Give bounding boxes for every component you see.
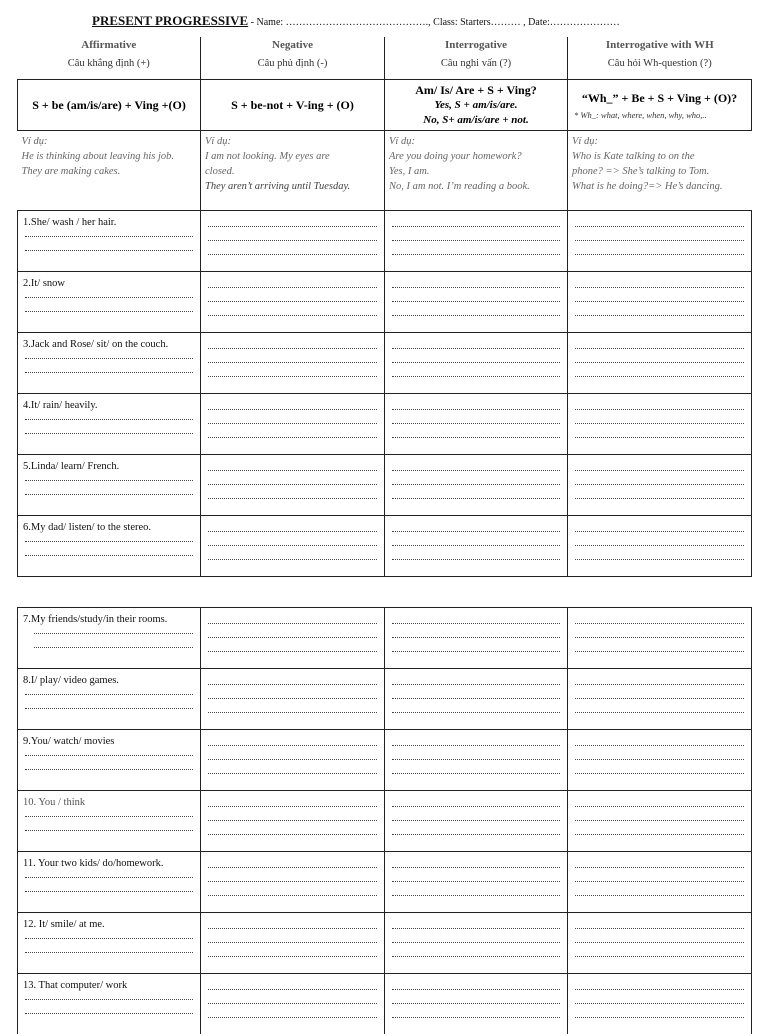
formula-interrogative: Am/ Is/ Are + S + Ving? Yes, S + am/is/are. No, S+ am/is/are + not. xyxy=(385,80,568,131)
answer-line[interactable] xyxy=(208,928,377,929)
answer-cell xyxy=(568,516,752,577)
answer-cell xyxy=(568,913,752,974)
answer-line[interactable] xyxy=(25,708,193,709)
answer-line[interactable] xyxy=(208,989,377,990)
answer-line[interactable] xyxy=(575,895,744,896)
answer-line[interactable] xyxy=(392,834,560,835)
answer-line[interactable] xyxy=(392,470,560,471)
answer-line[interactable] xyxy=(208,773,377,774)
answer-line[interactable] xyxy=(208,531,377,532)
answer-line[interactable] xyxy=(392,437,560,438)
answer-line[interactable] xyxy=(208,820,377,821)
answer-line[interactable] xyxy=(208,301,377,302)
answer-line[interactable] xyxy=(392,409,560,410)
answer-line[interactable] xyxy=(208,409,377,410)
answer-cell xyxy=(385,974,568,1034)
answer-line[interactable] xyxy=(208,956,377,957)
answer-line[interactable] xyxy=(575,437,744,438)
answer-line[interactable] xyxy=(575,1003,744,1004)
answer-line[interactable] xyxy=(25,877,193,878)
exercise-row xyxy=(18,913,752,974)
examples-interrogative: Ví dụ: Are you doing your homework? Yes, I am. No, I am not. I’m reading a book. xyxy=(385,131,568,216)
answer-line[interactable] xyxy=(575,559,744,560)
answer-line[interactable] xyxy=(392,484,560,485)
answer-cell xyxy=(568,730,752,791)
answer-cell xyxy=(201,394,385,455)
answer-line[interactable] xyxy=(575,315,744,316)
answer-line[interactable] xyxy=(575,409,744,410)
answer-line[interactable] xyxy=(575,254,744,255)
answer-cell xyxy=(568,669,752,730)
exercise-prompt-cell xyxy=(18,669,201,730)
answer-line[interactable] xyxy=(575,834,744,835)
answer-line[interactable] xyxy=(392,759,560,760)
answer-line[interactable] xyxy=(392,637,560,638)
answer-line[interactable] xyxy=(34,633,193,634)
answer-line[interactable] xyxy=(392,651,560,652)
answer-line[interactable] xyxy=(392,348,560,349)
exercise-row xyxy=(18,272,752,333)
answer-line[interactable] xyxy=(392,254,560,255)
answer-line[interactable] xyxy=(575,928,744,929)
answer-line[interactable] xyxy=(208,240,377,241)
examples-negative: Ví dụ: I am not looking. My eyes are closed. They aren’t arriving until Tuesday. xyxy=(201,131,385,216)
answer-line[interactable] xyxy=(392,698,560,699)
answer-line[interactable] xyxy=(208,287,377,288)
examples-wh: Ví dụ: Who is Kate talking to on the phone? => She’s talking to Tom. What is he doing?=> He’s dancing. xyxy=(568,131,752,216)
answer-line[interactable] xyxy=(575,820,744,821)
answer-line[interactable] xyxy=(25,541,193,542)
answer-line[interactable] xyxy=(208,895,377,896)
answer-cell xyxy=(201,455,385,516)
answer-line[interactable] xyxy=(392,942,560,943)
grammar-reference-table xyxy=(17,37,752,215)
answer-cell xyxy=(385,852,568,913)
answer-line[interactable] xyxy=(208,1017,377,1018)
exercise-prompt-cell xyxy=(18,974,201,1034)
formula-wh: “Wh_” + Be + S + Ving + (O)? * Wh_: what, where, when, why, who,.. xyxy=(568,80,752,131)
answer-cell xyxy=(201,913,385,974)
answer-line[interactable] xyxy=(392,928,560,929)
answer-line[interactable] xyxy=(575,698,744,699)
exercise-row xyxy=(18,516,752,577)
answer-line[interactable] xyxy=(208,684,377,685)
answer-line[interactable] xyxy=(392,498,560,499)
answer-line[interactable] xyxy=(575,651,744,652)
answer-line[interactable] xyxy=(575,637,744,638)
answer-cell xyxy=(385,608,568,669)
exercise-prompt: 5.Linda/ learn/ French. xyxy=(23,461,200,472)
exercise-prompt-cell xyxy=(18,272,201,333)
answer-cell xyxy=(201,669,385,730)
answer-line[interactable] xyxy=(25,1013,193,1014)
answer-line[interactable] xyxy=(208,745,377,746)
formula-affirmative: S + be (am/is/are) + Ving +(O) xyxy=(18,80,201,131)
exercise-prompt-cell xyxy=(18,333,201,394)
exercise-row xyxy=(18,608,752,669)
answer-line[interactable] xyxy=(208,348,377,349)
answer-line[interactable] xyxy=(575,348,744,349)
answer-line[interactable] xyxy=(392,712,560,713)
answer-cell xyxy=(201,852,385,913)
answer-line[interactable] xyxy=(392,287,560,288)
exercise-prompt-cell xyxy=(18,211,201,272)
answer-cell xyxy=(385,211,568,272)
answer-line[interactable] xyxy=(392,315,560,316)
answer-line[interactable] xyxy=(575,470,744,471)
exercise-row xyxy=(18,211,752,272)
answer-line[interactable] xyxy=(392,240,560,241)
exercise-prompt: 8.I/ play/ video games. xyxy=(23,675,200,686)
answer-line[interactable] xyxy=(25,297,193,298)
answer-line[interactable] xyxy=(392,376,560,377)
answer-line[interactable] xyxy=(25,694,193,695)
exercise-prompt: 13. That computer/ work xyxy=(23,980,200,991)
column-header-interrogative: Interrogative Câu nghi vấn (?) xyxy=(385,37,568,80)
answer-cell xyxy=(385,455,568,516)
answer-cell xyxy=(201,974,385,1034)
exercise-prompt-cell xyxy=(18,516,201,577)
exercise-prompt-cell xyxy=(18,791,201,852)
answer-line[interactable] xyxy=(575,498,744,499)
answer-line[interactable] xyxy=(208,254,377,255)
answer-line[interactable] xyxy=(208,484,377,485)
answer-line[interactable] xyxy=(25,952,193,953)
answer-line[interactable] xyxy=(25,769,193,770)
answer-cell xyxy=(385,333,568,394)
answer-line[interactable] xyxy=(392,881,560,882)
answer-line[interactable] xyxy=(208,545,377,546)
answer-cell xyxy=(385,791,568,852)
exercise-prompt: 12. It/ smile/ at me. xyxy=(23,919,200,930)
answer-line[interactable] xyxy=(392,684,560,685)
answer-cell xyxy=(568,272,752,333)
exercise-row xyxy=(18,974,752,1034)
exercise-prompt: 10. You / think xyxy=(23,797,200,808)
answer-line[interactable] xyxy=(392,867,560,868)
exercise-prompt-cell xyxy=(18,852,201,913)
answer-line[interactable] xyxy=(575,759,744,760)
answer-line[interactable] xyxy=(392,773,560,774)
answer-line[interactable] xyxy=(208,423,377,424)
answer-line[interactable] xyxy=(25,891,193,892)
answer-cell xyxy=(385,272,568,333)
answer-line[interactable] xyxy=(208,881,377,882)
answer-line[interactable] xyxy=(25,311,193,312)
answer-cell xyxy=(568,394,752,455)
answer-line[interactable] xyxy=(392,559,560,560)
answer-line[interactable] xyxy=(25,938,193,939)
answer-line[interactable] xyxy=(575,287,744,288)
answer-line[interactable] xyxy=(25,830,193,831)
answer-line[interactable] xyxy=(392,545,560,546)
answer-line[interactable] xyxy=(208,470,377,471)
answer-line[interactable] xyxy=(575,881,744,882)
answer-line[interactable] xyxy=(208,376,377,377)
answer-line[interactable] xyxy=(208,226,377,227)
answer-line[interactable] xyxy=(575,806,744,807)
answer-line[interactable] xyxy=(575,545,744,546)
answer-line[interactable] xyxy=(392,745,560,746)
answer-line[interactable] xyxy=(208,498,377,499)
exercise-prompt-cell xyxy=(18,913,201,974)
answer-line[interactable] xyxy=(208,559,377,560)
answer-line[interactable] xyxy=(575,301,744,302)
answer-line[interactable] xyxy=(575,1017,744,1018)
answer-cell xyxy=(385,669,568,730)
answer-line[interactable] xyxy=(208,437,377,438)
answer-line[interactable] xyxy=(392,362,560,363)
answer-line[interactable] xyxy=(208,315,377,316)
worksheet-title-line xyxy=(92,13,752,29)
answer-line[interactable] xyxy=(392,806,560,807)
exercise-prompt-cell xyxy=(18,455,201,516)
answer-cell xyxy=(568,608,752,669)
answer-line[interactable] xyxy=(575,745,744,746)
answer-line[interactable] xyxy=(25,236,193,237)
exercise-prompt-cell xyxy=(18,608,201,669)
answer-line[interactable] xyxy=(575,712,744,713)
answer-cell xyxy=(201,516,385,577)
column-header-affirmative: Affirmative Câu khẳng định (+) xyxy=(18,37,201,80)
exercise-prompt: 11. Your two kids/ do/homework. xyxy=(23,858,200,869)
answer-line[interactable] xyxy=(25,555,193,556)
exercise-prompt: 7.My friends/study/in their rooms. xyxy=(23,614,200,625)
answer-cell xyxy=(385,913,568,974)
exercise-row xyxy=(18,730,752,791)
answer-line[interactable] xyxy=(208,698,377,699)
answer-line[interactable] xyxy=(208,637,377,638)
answer-line[interactable] xyxy=(575,226,744,227)
answer-line[interactable] xyxy=(392,895,560,896)
answer-line[interactable] xyxy=(392,956,560,957)
answer-cell xyxy=(385,394,568,455)
answer-line[interactable] xyxy=(25,755,193,756)
answer-line[interactable] xyxy=(208,806,377,807)
answer-line[interactable] xyxy=(208,651,377,652)
name-class-date-fields: - Name: ……………………………………., Class: Starters……… , Date:………………… xyxy=(248,17,620,28)
answer-cell xyxy=(385,516,568,577)
answer-line[interactable] xyxy=(392,531,560,532)
answer-line[interactable] xyxy=(575,362,744,363)
answer-line[interactable] xyxy=(208,942,377,943)
answer-cell xyxy=(201,730,385,791)
answer-line[interactable] xyxy=(25,372,193,373)
answer-line[interactable] xyxy=(392,301,560,302)
answer-line[interactable] xyxy=(575,240,744,241)
answer-line[interactable] xyxy=(208,712,377,713)
answer-line[interactable] xyxy=(208,759,377,760)
answer-cell xyxy=(568,791,752,852)
answer-cell xyxy=(568,974,752,1034)
exercise-row xyxy=(18,669,752,730)
answer-line[interactable] xyxy=(25,358,193,359)
column-header-negative: Negative Câu phủ định (-) xyxy=(201,37,385,80)
exercise-row xyxy=(18,852,752,913)
answer-line[interactable] xyxy=(575,531,744,532)
exercise-row xyxy=(18,791,752,852)
answer-line[interactable] xyxy=(25,419,193,420)
examples-affirmative: Ví dụ: He is thinking about leaving his job. They are making cakes. xyxy=(18,131,201,216)
answer-line[interactable] xyxy=(25,250,193,251)
answer-line[interactable] xyxy=(392,1003,560,1004)
answer-line[interactable] xyxy=(208,867,377,868)
answer-line[interactable] xyxy=(392,226,560,227)
exercise-row xyxy=(18,394,752,455)
exercise-row xyxy=(18,333,752,394)
exercise-prompt-cell xyxy=(18,394,201,455)
answer-line[interactable] xyxy=(575,684,744,685)
answer-line[interactable] xyxy=(392,423,560,424)
answer-cell xyxy=(568,333,752,394)
exercise-table-part-2 xyxy=(17,607,752,1034)
exercise-prompt: 4.It/ rain/ heavily. xyxy=(23,400,200,411)
answer-cell xyxy=(201,272,385,333)
answer-line[interactable] xyxy=(25,494,193,495)
exercise-prompt: 6.My dad/ listen/ to the stereo. xyxy=(23,522,200,533)
exercise-row xyxy=(18,455,752,516)
column-header-wh: Interrogative with WH Câu hỏi Wh-question (?) xyxy=(568,37,752,80)
answer-line[interactable] xyxy=(25,999,193,1000)
answer-line[interactable] xyxy=(25,480,193,481)
exercise-prompt-cell xyxy=(18,730,201,791)
answer-line[interactable] xyxy=(575,956,744,957)
worksheet-title: PRESENT PROGRESSIVE xyxy=(92,13,248,28)
exercise-prompt: 1.She/ wash / her hair. xyxy=(23,217,200,228)
answer-line[interactable] xyxy=(392,989,560,990)
answer-line[interactable] xyxy=(25,433,193,434)
answer-line[interactable] xyxy=(575,623,744,624)
answer-cell xyxy=(201,608,385,669)
answer-cell xyxy=(201,211,385,272)
answer-line[interactable] xyxy=(575,773,744,774)
answer-line[interactable] xyxy=(25,816,193,817)
answer-cell xyxy=(385,730,568,791)
answer-cell xyxy=(201,333,385,394)
answer-line[interactable] xyxy=(575,484,744,485)
answer-line[interactable] xyxy=(34,647,193,648)
answer-cell xyxy=(568,455,752,516)
answer-line[interactable] xyxy=(392,1017,560,1018)
answer-line[interactable] xyxy=(575,942,744,943)
answer-line[interactable] xyxy=(575,867,744,868)
answer-line[interactable] xyxy=(208,1003,377,1004)
answer-line[interactable] xyxy=(575,989,744,990)
exercise-prompt: 2.It/ snow xyxy=(23,278,200,289)
answer-line[interactable] xyxy=(392,820,560,821)
answer-line[interactable] xyxy=(392,623,560,624)
answer-line[interactable] xyxy=(208,834,377,835)
exercise-prompt: 9.You/ watch/ movies xyxy=(23,736,200,747)
exercise-table-part-1 xyxy=(17,210,752,577)
answer-line[interactable] xyxy=(575,423,744,424)
answer-cell xyxy=(568,211,752,272)
answer-line[interactable] xyxy=(208,623,377,624)
answer-line[interactable] xyxy=(575,376,744,377)
answer-cell xyxy=(568,852,752,913)
exercise-prompt: 3.Jack and Rose/ sit/ on the couch. xyxy=(23,339,200,350)
formula-negative: S + be-not + V-ing + (O) xyxy=(201,80,385,131)
answer-cell xyxy=(201,791,385,852)
answer-line[interactable] xyxy=(208,362,377,363)
